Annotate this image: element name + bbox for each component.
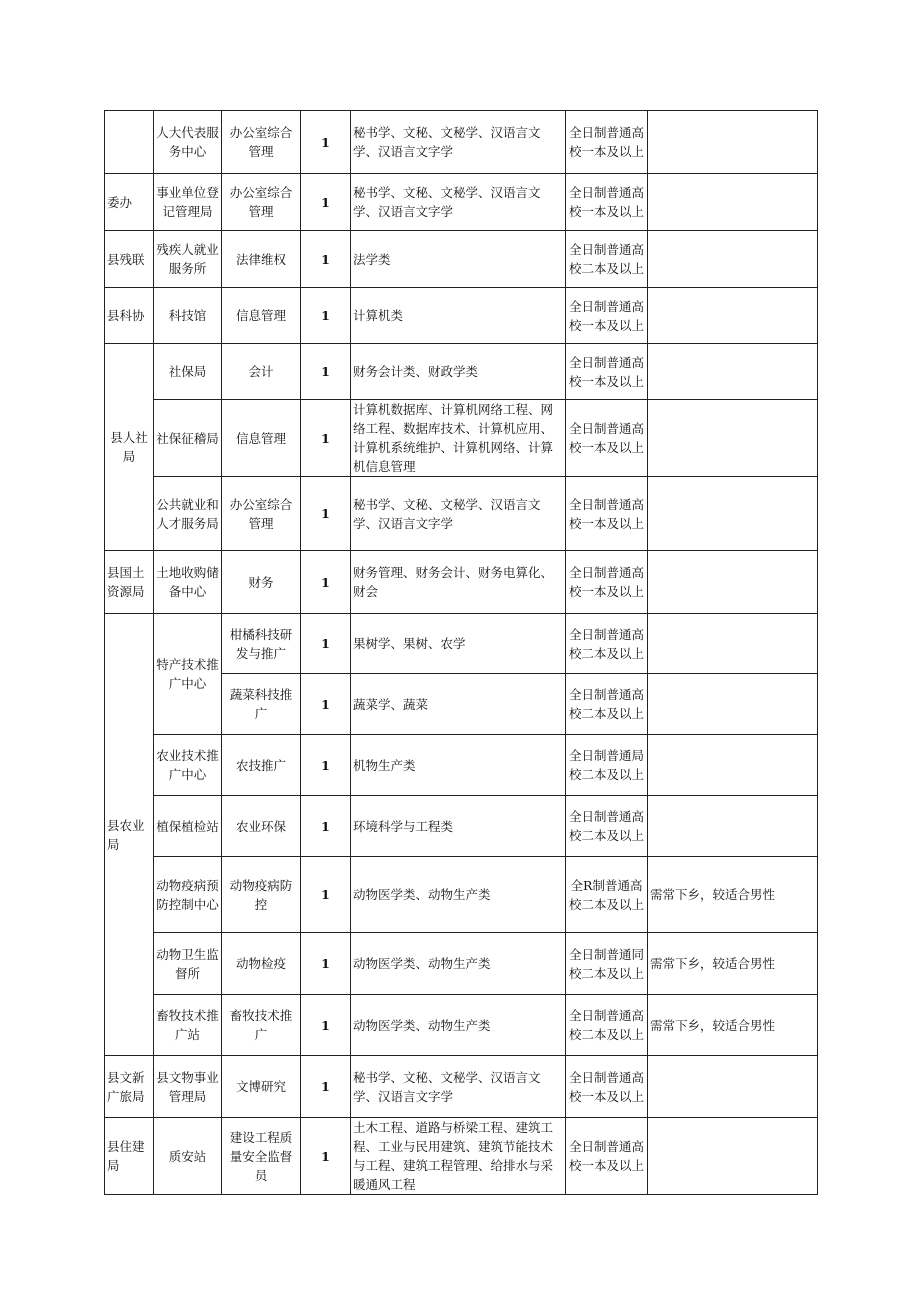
position-cell: 农业环保 <box>222 796 301 857</box>
count-cell: 1 <box>301 111 351 174</box>
note-cell <box>648 231 818 288</box>
recruitment-table <box>104 110 818 1195</box>
unit-cell: 公共就业和人才服务局 <box>154 477 222 551</box>
dept-cell: 县科协 <box>105 288 154 344</box>
education-cell: 全日制普通高校一本及以上 <box>566 551 648 614</box>
table-row <box>105 857 818 933</box>
position-cell: 财务 <box>222 551 301 614</box>
unit-cell: 植保植检站 <box>154 796 222 857</box>
unit-cell: 残疾人就业服务所 <box>154 231 222 288</box>
major-cell: 计算机类 <box>351 288 566 344</box>
dept-cell: 县人社局 <box>105 344 154 551</box>
education-cell: 全日制普通高校一本及以上 <box>566 1118 648 1195</box>
table-row <box>105 111 818 174</box>
count-cell: 1 <box>301 1056 351 1118</box>
education-cell: 全日制普通高校一本及以上 <box>566 400 648 477</box>
table-row <box>105 995 818 1056</box>
major-cell: 法学类 <box>351 231 566 288</box>
count-cell: 1 <box>301 1118 351 1195</box>
education-cell: 全日制普通高校一本及以上 <box>566 344 648 400</box>
dept-cell: 县农业局 <box>105 614 154 1056</box>
position-cell: 会计 <box>222 344 301 400</box>
table-row <box>105 796 818 857</box>
major-cell: 计算机数据库、计算机网络工程、网络工程、数据库技术、计算机应用、计算机系统维护、计算机网络、计算机信息管理 <box>351 400 566 477</box>
position-cell: 农技推广 <box>222 735 301 796</box>
unit-cell: 农业技术推广中心 <box>154 735 222 796</box>
unit-cell: 县文物事业管理局 <box>154 1056 222 1118</box>
unit-cell: 科技馆 <box>154 288 222 344</box>
education-cell: 全日制普通高校二本及以上 <box>566 995 648 1056</box>
major-cell: 机物生产类 <box>351 735 566 796</box>
major-cell: 土木工程、道路与桥梁工程、建筑工程、工业与民用建筑、建筑节能技术与工程、建筑工程管理、给排水与采暖通风工程 <box>351 1118 566 1195</box>
education-cell: 全日制普通高校二本及以上 <box>566 796 648 857</box>
major-cell: 秘书学、文秘、文秘学、汉语言文学、汉语言文字学 <box>351 174 566 231</box>
table-row <box>105 1056 818 1118</box>
count-cell: 1 <box>301 995 351 1056</box>
dept-cell <box>105 111 154 174</box>
position-cell: 动物检疫 <box>222 933 301 995</box>
count-cell: 1 <box>301 288 351 344</box>
education-cell: 全日制普通高校二本及以上 <box>566 674 648 735</box>
position-cell: 畜牧技术推广 <box>222 995 301 1056</box>
count-cell: 1 <box>301 174 351 231</box>
note-cell <box>648 1118 818 1195</box>
major-cell: 秘书学、文秘、文秘学、汉语言文学、汉语言文字学 <box>351 1056 566 1118</box>
major-cell: 财务会计类、财政学类 <box>351 344 566 400</box>
unit-cell: 社保局 <box>154 344 222 400</box>
note-cell <box>648 614 818 674</box>
unit-cell: 动物疫病预防控制中心 <box>154 857 222 933</box>
education-cell: 全R制普通高校二本及以上 <box>566 857 648 933</box>
count-cell: 1 <box>301 400 351 477</box>
table-row <box>105 735 818 796</box>
table-row <box>105 614 818 674</box>
unit-cell: 动物卫生监督所 <box>154 933 222 995</box>
position-cell: 动物疫病防控 <box>222 857 301 933</box>
table-row <box>105 344 818 400</box>
unit-cell: 质安站 <box>154 1118 222 1195</box>
unit-cell: 特产技术推广中心 <box>154 614 222 735</box>
major-cell: 果树学、果树、农学 <box>351 614 566 674</box>
position-cell: 办公室综合管理 <box>222 111 301 174</box>
note-cell <box>648 1056 818 1118</box>
major-cell: 动物医学类、动物生产类 <box>351 995 566 1056</box>
unit-cell: 土地收购储备中心 <box>154 551 222 614</box>
count-cell: 1 <box>301 796 351 857</box>
dept-cell: 委办 <box>105 174 154 231</box>
table-row <box>105 288 818 344</box>
count-cell: 1 <box>301 674 351 735</box>
table-row <box>105 174 818 231</box>
note-cell <box>648 796 818 857</box>
major-cell: 环境科学与工程类 <box>351 796 566 857</box>
education-cell: 全日制普通局校二本及以上 <box>566 735 648 796</box>
note-cell <box>648 551 818 614</box>
education-cell: 全日制普通高校一本及以上 <box>566 111 648 174</box>
note-cell <box>648 344 818 400</box>
note-cell: 需常下乡，较适合男性 <box>648 995 818 1056</box>
position-cell: 柑橘科技研发与推广 <box>222 614 301 674</box>
note-cell <box>648 174 818 231</box>
major-cell: 蔬菜学、蔬菜 <box>351 674 566 735</box>
education-cell: 全日制普通高校二本及以上 <box>566 231 648 288</box>
count-cell: 1 <box>301 231 351 288</box>
education-cell: 全日制普通高校一本及以上 <box>566 174 648 231</box>
dept-cell: 县住建局 <box>105 1118 154 1195</box>
education-cell: 全日制普通高校二本及以上 <box>566 614 648 674</box>
major-cell: 动物医学类、动物生产类 <box>351 933 566 995</box>
count-cell: 1 <box>301 477 351 551</box>
count-cell: 1 <box>301 614 351 674</box>
table-row <box>105 1118 818 1195</box>
major-cell: 动物医学类、动物生产类 <box>351 857 566 933</box>
education-cell: 全日制普通高校一本及以上 <box>566 1056 648 1118</box>
position-cell: 文博研究 <box>222 1056 301 1118</box>
table-row <box>105 231 818 288</box>
note-cell <box>648 674 818 735</box>
position-cell: 法律维权 <box>222 231 301 288</box>
dept-cell: 县国土资源局 <box>105 551 154 614</box>
note-cell <box>648 400 818 477</box>
count-cell: 1 <box>301 857 351 933</box>
position-cell: 信息管理 <box>222 400 301 477</box>
position-cell: 办公室综合管理 <box>222 174 301 231</box>
table-row <box>105 551 818 614</box>
note-cell <box>648 735 818 796</box>
table-row <box>105 477 818 551</box>
position-cell: 建设工程质量安全监督员 <box>222 1118 301 1195</box>
position-cell: 信息管理 <box>222 288 301 344</box>
note-cell <box>648 111 818 174</box>
table-row <box>105 933 818 995</box>
major-cell: 秘书学、文秘、文秘学、汉语言文学、汉语言文字学 <box>351 477 566 551</box>
dept-cell: 县残联 <box>105 231 154 288</box>
major-cell: 财务管理、财务会计、财务电算化、财会 <box>351 551 566 614</box>
note-cell <box>648 477 818 551</box>
unit-cell: 事业单位登记管理局 <box>154 174 222 231</box>
position-cell: 办公室综合管理 <box>222 477 301 551</box>
position-cell: 蔬菜科技推广 <box>222 674 301 735</box>
unit-cell: 社保征稽局 <box>154 400 222 477</box>
major-cell: 秘书学、文秘、文秘学、汉语言文学、汉语言文字学 <box>351 111 566 174</box>
count-cell: 1 <box>301 933 351 995</box>
note-cell: 需常下乡，较适合男性 <box>648 933 818 995</box>
count-cell: 1 <box>301 735 351 796</box>
count-cell: 1 <box>301 551 351 614</box>
table-row <box>105 400 818 477</box>
unit-cell: 畜牧技术推广站 <box>154 995 222 1056</box>
dept-cell: 县文新广旅局 <box>105 1056 154 1118</box>
unit-cell: 人大代表服务中心 <box>154 111 222 174</box>
education-cell: 全日制普通高校一本及以上 <box>566 288 648 344</box>
education-cell: 全日制普通同校二本及以上 <box>566 933 648 995</box>
count-cell: 1 <box>301 344 351 400</box>
education-cell: 全日制普通高校一本及以上 <box>566 477 648 551</box>
note-cell: 需常下乡，较适合男性 <box>648 857 818 933</box>
note-cell <box>648 288 818 344</box>
